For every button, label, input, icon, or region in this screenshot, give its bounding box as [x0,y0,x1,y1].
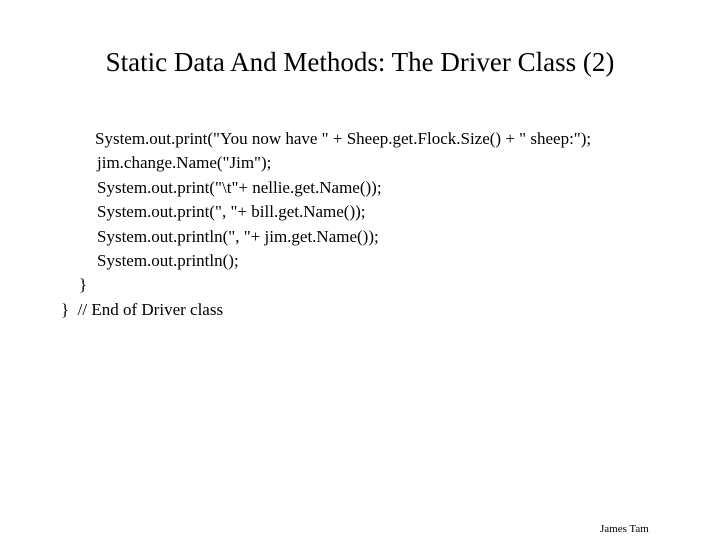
code-line [0,176,720,200]
code-line-text: System.out.print(", "+ bill.get.Name()); [97,202,366,222]
code-line [0,249,720,273]
code-line [0,127,720,151]
code-line [0,151,720,175]
code-line [0,225,720,249]
code-line-text: System.out.print("\t"+ nellie.get.Name()); [97,177,382,197]
class-closing-comment: } // End of Driver class [61,299,224,319]
code-line [0,200,720,224]
code-line [0,298,720,322]
code-line-text: System.out.println(); [97,250,239,270]
code-block [0,127,720,322]
code-line-text: System.out.println(", "+ jim.get.Name()); [97,226,379,246]
code-line-text: System.out.print("You now have " + Sheep.get.Flock.Size() + " sheep:"); [95,129,592,148]
author-footer: James Tam [600,523,649,535]
method-closing-brace: } [79,275,88,295]
slide-title: Static Data And Methods: The Driver Class (2) [105,47,615,77]
code-line-text: jim.change.Name("Jim"); [97,153,272,173]
code-line [0,273,720,297]
